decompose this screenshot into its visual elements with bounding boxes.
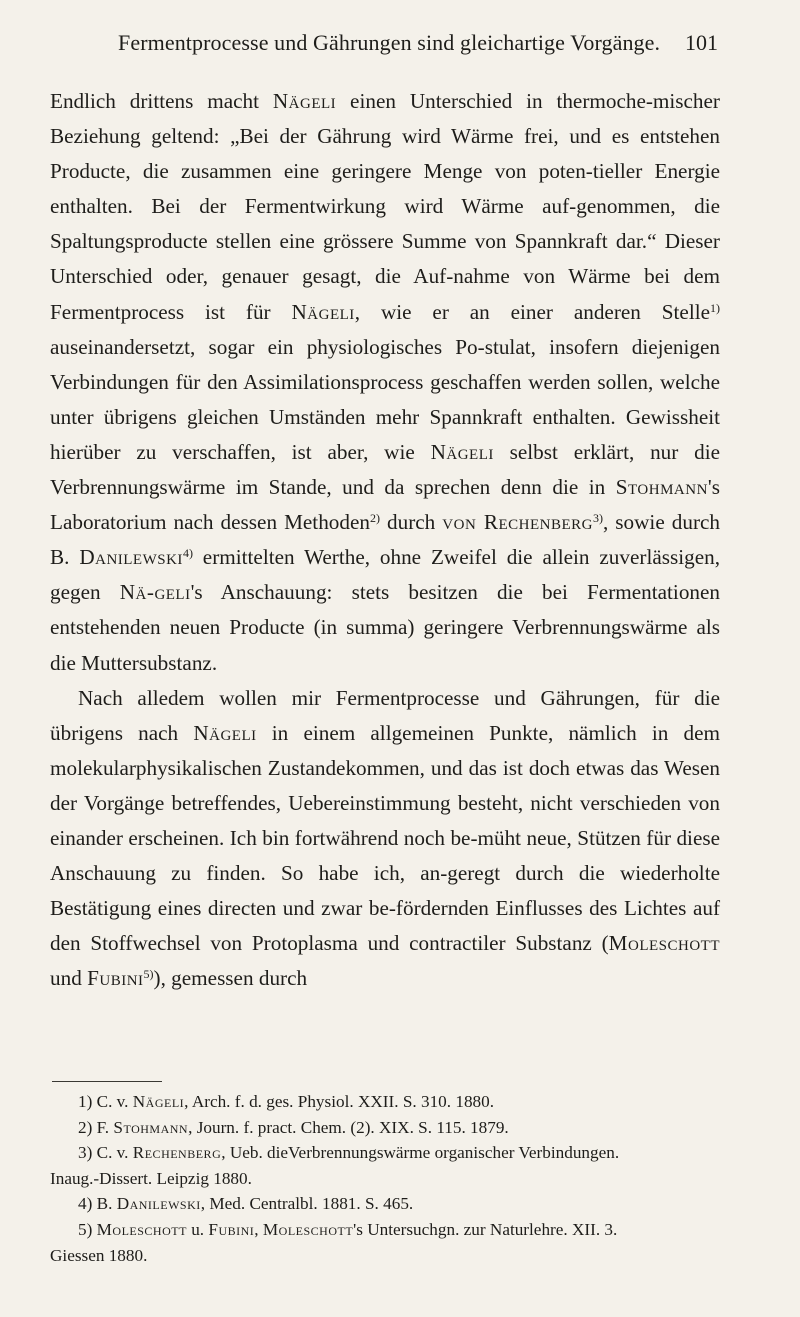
author-name: Rechenberg [132,1143,222,1163]
text-run: 's Untersuchgn. zur Naturlehre. XII. 3. [353,1219,618,1239]
text-run: selbst erklärt, nur die Verbrennungswärme im Stande, und da sprechen denn die in [50,439,720,500]
author-name: Nä-geli [119,580,191,605]
text-run: F. [92,1117,114,1137]
footnote [50,1217,728,1243]
footnote-number: 2) [78,1117,93,1137]
text-run: einen Unterschied in thermoche-mischer Beziehung geltend: „Bei der Gährung wird Wärme frei, und es entstehen Producte, die zusammen eine geringere Menge von poten-tieller Energie enthalten. Bei der Fermentwirkung wird Wärme auf-genommen, die Spaltungsproducte stellen eine grössere Summe von Spannkraft dar.“ Dieser Unterschied oder, genauer gesagt, die Auf-nahme von Wärme bei dem Fermentprocess ist für [50,89,720,324]
text-run: u. [186,1219,209,1239]
text-run: , Ueb. dieVerbrennungswärme organischer Verbindungen. [221,1143,620,1163]
text-run: 's Anschauung: stets besitzen die bei Fermentationen entstehenden neuen Producte (in summa) geringere Verbrennungswärme als die Muttersubstanz. [50,580,720,675]
text-run: B. [92,1194,117,1214]
footnote-reference: 4) [182,546,193,561]
text-run: Endlich drittens macht [50,89,273,113]
author-name: Nägeli [291,299,355,324]
footnote-reference: 1) [710,300,720,315]
author-name: von Rechenberg [442,510,593,535]
footnote [50,1140,728,1166]
author-name: Danilewski [116,1194,201,1214]
text-run: ), gemessen durch [153,966,308,991]
footnote-reference: 2) [369,511,380,526]
footnote [50,1089,728,1115]
text-run: , Arch. f. d. ges. Physiol. XXII. S. 310. 1880. [184,1092,495,1111]
footnote-rule [52,1081,162,1082]
footnote-number: 5) [78,1219,93,1239]
text-run: durch [379,510,443,535]
main-text [50,84,720,996]
author-name: Nägeli [193,720,257,745]
running-head [118,30,718,70]
text-run: 's Laboratorium nach dessen Methoden [50,475,720,535]
footnote-continuation: Inaug.-Dissert. Leipzig 1880. [50,1168,252,1188]
text-run: und [50,966,88,991]
text-run: , [254,1219,263,1239]
footnote-number: 1) [78,1092,93,1111]
author-name: Nägeli [132,1092,185,1111]
footnote [50,1115,728,1141]
page-number: 101 [685,30,718,55]
author-name: Moleschott [96,1219,187,1239]
footnote [50,1191,728,1217]
paragraph [50,84,720,681]
footnote-number: 4) [78,1194,93,1214]
author-name: Nägeli [272,89,337,113]
footnote-reference: 5) [143,967,154,982]
author-name: Danilewski [79,545,183,570]
text-run: , wie er an einer anderen Stelle [354,299,710,324]
text-run: , sowie durch B. [50,510,720,570]
running-title: Fermentprocesse und Gährungen sind gleichartige Vorgänge. [118,30,661,55]
footnote-continuation: Giessen 1880. [50,1245,148,1265]
text-run: , Med. Centralbl. 1881. S. 465. [200,1194,414,1214]
text-run: Nach alledem wollen mir Fermentprocesse und Gährungen, für die übrigens nach [50,685,720,745]
author-name: Stohmann [615,475,708,500]
text-run: C. v. [92,1092,133,1111]
text-run: auseinandersetzt, sogar ein physiologisches Po-stulat, insofern diejenigen Verbindungen für den Assimilationsprocess geschaffen werden sollen, welche unter übrigens gleichen Umständen mehr Spannkraft enthalten. Gewissheit hierüber zu verschaffen, ist aber, wie [50,334,720,464]
footnotes [50,1089,728,1268]
author-name: Fubini [208,1219,255,1239]
author-name: Nägeli [430,439,494,464]
footnote-number: 3) [78,1143,93,1163]
footnote-reference: 3) [592,511,603,526]
text-run: in einem allgemeinen Punkte, nämlich in dem molekularphysikalischen Zustandekommen, und das ist doch etwas das Wesen der Vorgänge betreffendes, Uebereinstimmung besteht, nicht verschieden von einander erscheinen. Ich bin fortwährend noch be-müht neue, Stützen für diese Anschauung zu finden. So habe ich, an-geregt durch die wiederholte Bestätigung eines directen und zwar be-fördernden Einflusses des Lichtes auf den Stoffwechsel von Protoplasma und contractiler Substanz ( [50,720,720,956]
text-run: , Journ. f. pract. Chem. (2). XIX. S. 115. 1879. [188,1117,509,1137]
author-name: Fubini [87,966,144,991]
author-name: Moleschott [262,1219,354,1239]
author-name: Moleschott [608,931,720,956]
paragraph [50,681,720,997]
text-run: ermittelten Werthe, ohne Zweifel die allein zuverlässigen, gegen [50,545,720,605]
author-name: Stohmann [113,1117,189,1137]
text-run: C. v. [92,1143,133,1163]
